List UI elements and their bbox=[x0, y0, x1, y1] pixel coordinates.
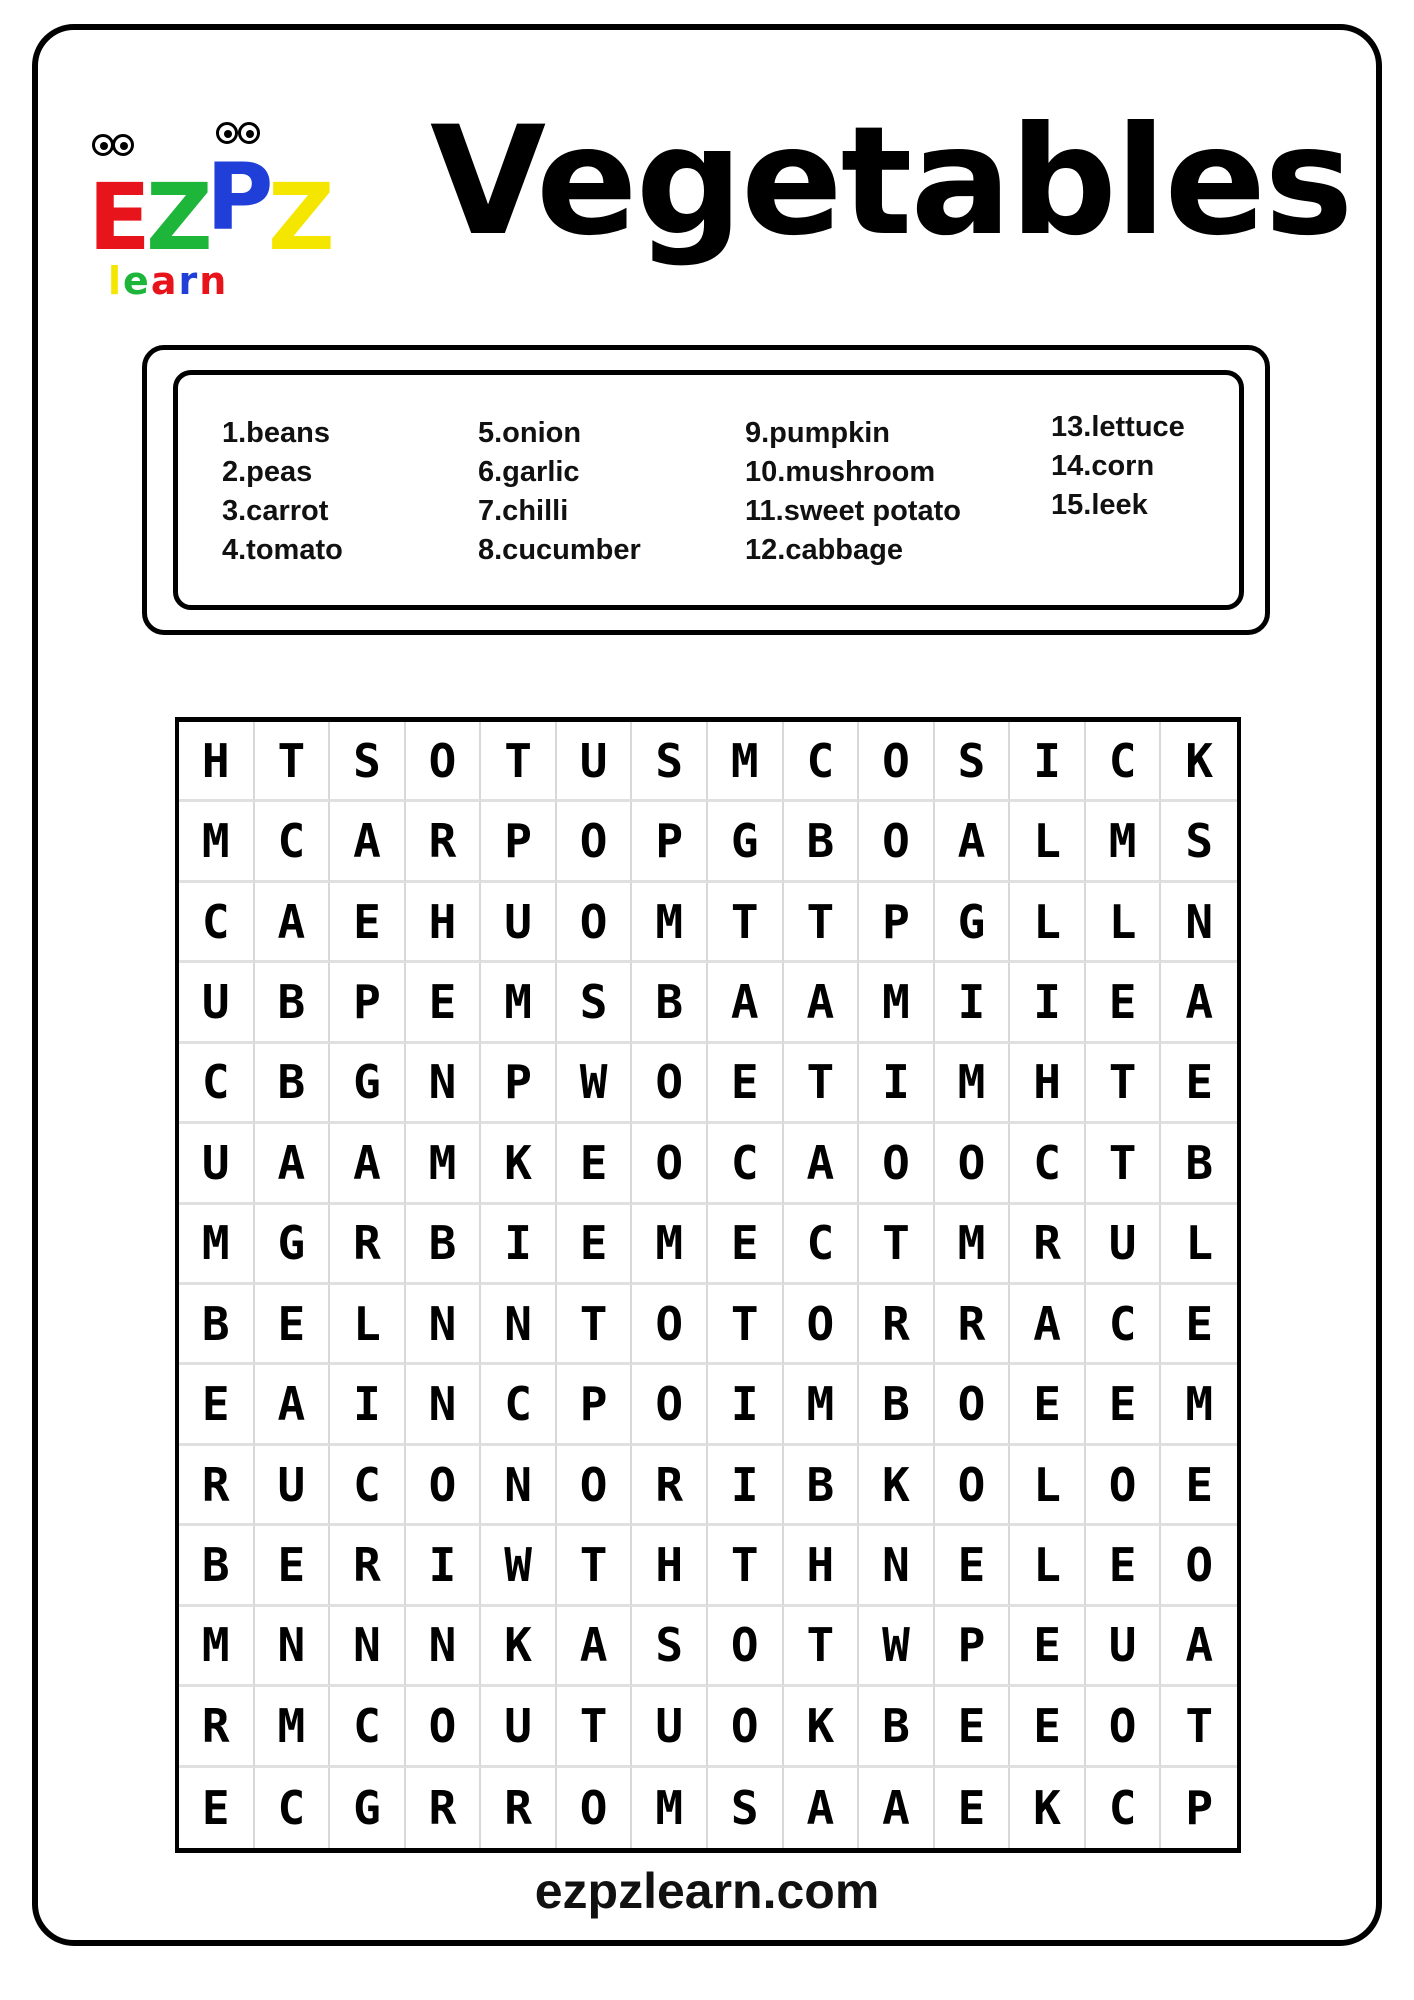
grid-letter[interactable]: R bbox=[1010, 1205, 1086, 1285]
grid-letter[interactable]: G bbox=[708, 802, 784, 882]
grid-letter[interactable]: A bbox=[1161, 963, 1237, 1043]
grid-letter[interactable]: I bbox=[935, 963, 1011, 1043]
grid-letter[interactable]: E bbox=[708, 1044, 784, 1124]
grid-letter[interactable]: C bbox=[255, 802, 331, 882]
grid-letter[interactable]: B bbox=[784, 802, 860, 882]
grid-letter[interactable]: N bbox=[406, 1044, 482, 1124]
grid-letter[interactable]: N bbox=[481, 1285, 557, 1365]
word-item: 11.sweet potato bbox=[745, 495, 961, 527]
grid-letter[interactable]: S bbox=[557, 963, 633, 1043]
grid-letter[interactable]: I bbox=[406, 1526, 482, 1606]
grid-letter[interactable]: U bbox=[632, 1687, 708, 1767]
grid-letter[interactable]: T bbox=[1086, 1124, 1162, 1204]
grid-letter[interactable]: E bbox=[1161, 1044, 1237, 1124]
logo-letter-p: P bbox=[206, 144, 270, 251]
grid-letter[interactable]: C bbox=[1010, 1124, 1086, 1204]
grid-letter[interactable]: A bbox=[330, 802, 406, 882]
grid-letter[interactable]: R bbox=[330, 1526, 406, 1606]
grid-letter[interactable]: C bbox=[255, 1768, 331, 1848]
grid-letter[interactable]: O bbox=[859, 722, 935, 802]
grid-letter[interactable]: W bbox=[859, 1607, 935, 1687]
grid-letter[interactable]: T bbox=[784, 1607, 860, 1687]
grid-letter[interactable]: A bbox=[784, 1124, 860, 1204]
grid-letter[interactable]: A bbox=[784, 963, 860, 1043]
grid-letter[interactable]: E bbox=[1010, 1687, 1086, 1767]
grid-letter[interactable]: M bbox=[784, 1365, 860, 1445]
grid-letter[interactable]: I bbox=[708, 1365, 784, 1445]
logo-letter-z2: Z bbox=[268, 164, 331, 271]
grid-letter[interactable]: I bbox=[481, 1205, 557, 1285]
grid-letter[interactable]: O bbox=[708, 1607, 784, 1687]
grid-letter[interactable]: R bbox=[406, 1768, 482, 1848]
grid-letter[interactable]: M bbox=[255, 1687, 331, 1767]
grid-letter[interactable]: E bbox=[1161, 1446, 1237, 1526]
grid-letter[interactable]: T bbox=[255, 722, 331, 802]
grid-letter[interactable]: N bbox=[330, 1607, 406, 1687]
grid-letter[interactable]: O bbox=[406, 722, 482, 802]
grid-letter[interactable]: H bbox=[1010, 1044, 1086, 1124]
grid-letter[interactable]: A bbox=[255, 1365, 331, 1445]
grid-letter[interactable]: N bbox=[859, 1526, 935, 1606]
grid-letter[interactable]: K bbox=[481, 1607, 557, 1687]
grid-letter[interactable]: R bbox=[632, 1446, 708, 1526]
grid-letter[interactable]: M bbox=[859, 963, 935, 1043]
grid-letter[interactable]: M bbox=[481, 963, 557, 1043]
logo-learn-text: learn bbox=[108, 259, 229, 303]
grid-letter[interactable]: B bbox=[1161, 1124, 1237, 1204]
word-item: 14.corn bbox=[1051, 450, 1155, 482]
grid-letter[interactable]: C bbox=[1086, 1285, 1162, 1365]
grid-letter[interactable]: I bbox=[859, 1044, 935, 1124]
grid-letter[interactable]: O bbox=[859, 802, 935, 882]
grid-letter[interactable]: O bbox=[632, 1365, 708, 1445]
grid-letter[interactable]: I bbox=[1010, 963, 1086, 1043]
grid-letter[interactable]: P bbox=[1185, 1780, 1214, 1835]
grid-letter[interactable]: T bbox=[557, 1285, 633, 1365]
grid-letter[interactable]: G bbox=[330, 1768, 406, 1848]
grid-letter[interactable]: N bbox=[406, 1607, 482, 1687]
word-item: 4.tomato bbox=[222, 534, 343, 566]
grid-letter[interactable]: M bbox=[406, 1124, 482, 1204]
grid-letter[interactable]: E bbox=[557, 1205, 633, 1285]
grid-letter[interactable]: A bbox=[330, 1124, 406, 1204]
grid-letter[interactable]: W bbox=[557, 1044, 633, 1124]
grid-letter[interactable]: R bbox=[330, 1205, 406, 1285]
grid-letter[interactable]: P bbox=[632, 802, 708, 882]
grid-letter[interactable]: L bbox=[1010, 1526, 1086, 1606]
grid-letter[interactable]: T bbox=[708, 883, 784, 963]
grid-letter[interactable]: O bbox=[1086, 1687, 1162, 1767]
grid-letter[interactable]: B bbox=[406, 1205, 482, 1285]
grid-letter[interactable]: U bbox=[255, 1446, 331, 1526]
grid-letter[interactable]: B bbox=[784, 1446, 860, 1526]
page-title: Vegetables bbox=[430, 95, 1352, 269]
grid-letter[interactable]: L bbox=[1161, 1205, 1237, 1285]
grid-letter[interactable]: A bbox=[784, 1768, 860, 1848]
grid-letter[interactable]: N bbox=[406, 1285, 482, 1365]
grid-letter[interactable]: P bbox=[481, 802, 557, 882]
grid-letter[interactable]: S bbox=[330, 722, 406, 802]
grid-letter[interactable]: M bbox=[1086, 802, 1162, 882]
grid-letter[interactable]: E bbox=[330, 883, 406, 963]
grid-letter[interactable]: P bbox=[481, 1044, 557, 1124]
grid-letter[interactable]: A bbox=[1010, 1285, 1086, 1365]
grid-letter[interactable]: S bbox=[632, 722, 708, 802]
grid-letter[interactable]: E bbox=[935, 1526, 1011, 1606]
grid-letter[interactable]: U bbox=[1086, 1607, 1162, 1687]
grid-letter[interactable]: I bbox=[330, 1365, 406, 1445]
grid-letter[interactable]: E bbox=[255, 1526, 331, 1606]
grid-letter[interactable]: C bbox=[481, 1365, 557, 1445]
grid-letter[interactable]: T bbox=[708, 1526, 784, 1606]
grid-letter[interactable]: O bbox=[557, 883, 633, 963]
word-column bbox=[1051, 408, 1185, 525]
grid-letter[interactable]: E bbox=[1010, 1607, 1086, 1687]
grid-letter[interactable]: P bbox=[935, 1607, 1011, 1687]
grid-letter[interactable]: P bbox=[557, 1365, 633, 1445]
grid-letter[interactable]: A bbox=[557, 1607, 633, 1687]
grid-letter[interactable]: K bbox=[1010, 1768, 1086, 1848]
grid-letter[interactable]: O bbox=[557, 1446, 633, 1526]
grid-letter[interactable]: A bbox=[255, 1124, 331, 1204]
ezpz-learn-logo bbox=[88, 112, 348, 302]
grid-letter[interactable]: A bbox=[708, 963, 784, 1043]
eye-icon bbox=[216, 122, 238, 144]
grid-letter[interactable]: U bbox=[179, 963, 255, 1043]
grid-letter[interactable]: O bbox=[557, 802, 633, 882]
grid-letter[interactable]: N bbox=[481, 1446, 557, 1526]
grid-letter[interactable]: C bbox=[784, 722, 860, 802]
grid-letter[interactable]: E bbox=[557, 1124, 633, 1204]
grid-letter[interactable]: O bbox=[935, 1446, 1011, 1526]
grid-letter[interactable]: G bbox=[935, 883, 1011, 963]
grid-letter[interactable]: E bbox=[1010, 1365, 1086, 1445]
grid-letter[interactable]: G bbox=[255, 1205, 331, 1285]
grid-letter[interactable]: L bbox=[330, 1285, 406, 1365]
grid-letter[interactable]: O bbox=[406, 1687, 482, 1767]
grid-letter[interactable]: O bbox=[632, 1044, 708, 1124]
grid-letter[interactable]: P bbox=[330, 963, 406, 1043]
grid-letter[interactable]: M bbox=[1161, 1365, 1237, 1445]
grid-letter[interactable]: S bbox=[708, 1768, 784, 1848]
grid-letter[interactable]: M bbox=[179, 1607, 255, 1687]
grid-letter[interactable]: E bbox=[935, 1687, 1011, 1767]
grid-letter[interactable]: A bbox=[935, 802, 1011, 882]
word-column bbox=[478, 414, 641, 570]
grid-letter[interactable]: E bbox=[179, 1768, 255, 1848]
word-item: 12.cabbage bbox=[745, 534, 903, 566]
word-search-grid bbox=[175, 717, 1241, 1853]
grid-letter[interactable]: U bbox=[179, 1124, 255, 1204]
logo-subtitle bbox=[108, 259, 229, 303]
grid-letter[interactable]: R bbox=[406, 802, 482, 882]
word-item: 5.onion bbox=[478, 417, 582, 449]
grid-letter[interactable]: R bbox=[179, 1446, 255, 1526]
grid-letter[interactable]: K bbox=[859, 1446, 935, 1526]
grid-letter[interactable]: B bbox=[859, 1365, 935, 1445]
grid-letter[interactable]: U bbox=[557, 722, 633, 802]
grid-letter[interactable]: O bbox=[935, 1365, 1011, 1445]
grid-letter[interactable]: I bbox=[1010, 722, 1086, 802]
grid-letter[interactable]: E bbox=[935, 1768, 1011, 1848]
word-item: 9.pumpkin bbox=[745, 417, 891, 449]
grid-letter[interactable]: H bbox=[406, 883, 482, 963]
grid-letter[interactable]: B bbox=[179, 1526, 255, 1606]
word-item: 7.chilli bbox=[478, 495, 569, 527]
grid-letter[interactable]: O bbox=[708, 1687, 784, 1767]
grid-letter[interactable]: N bbox=[1161, 883, 1237, 963]
grid-letter[interactable]: T bbox=[859, 1205, 935, 1285]
grid-letter[interactable]: N bbox=[406, 1365, 482, 1445]
eye-icon bbox=[112, 134, 134, 156]
word-column bbox=[745, 414, 961, 570]
grid-letter[interactable]: L bbox=[1010, 802, 1086, 882]
grid-letter[interactable]: E bbox=[1086, 1365, 1162, 1445]
grid-letter[interactable]: T bbox=[481, 722, 557, 802]
grid-letter[interactable]: M bbox=[179, 1205, 255, 1285]
word-item: 8.cucumber bbox=[478, 534, 641, 566]
eye-icon bbox=[238, 122, 260, 144]
grid-letter[interactable]: O bbox=[1161, 1526, 1237, 1606]
grid-letter[interactable]: O bbox=[859, 1124, 935, 1204]
grid-letter[interactable]: T bbox=[1086, 1044, 1162, 1124]
grid-letter[interactable]: M bbox=[935, 1205, 1011, 1285]
grid-letter[interactable]: S bbox=[632, 1607, 708, 1687]
grid-letter[interactable]: H bbox=[784, 1526, 860, 1606]
grid-letter[interactable]: O bbox=[784, 1285, 860, 1365]
grid-letter[interactable]: T bbox=[784, 1044, 860, 1124]
grid-letter[interactable]: E bbox=[255, 1285, 331, 1365]
grid-letter[interactable]: O bbox=[406, 1446, 482, 1526]
grid-letter[interactable]: T bbox=[557, 1687, 633, 1767]
grid-letter[interactable]: T bbox=[784, 883, 860, 963]
grid-letter[interactable]: T bbox=[708, 1285, 784, 1365]
grid-letter[interactable]: R bbox=[859, 1285, 935, 1365]
word-item: 3.carrot bbox=[222, 495, 329, 527]
grid-letter[interactable]: O bbox=[632, 1285, 708, 1365]
grid-letter[interactable]: E bbox=[1161, 1285, 1237, 1365]
word-item: 15.leek bbox=[1051, 489, 1148, 521]
grid-letter[interactable]: L bbox=[1010, 883, 1086, 963]
grid-letter[interactable]: R bbox=[935, 1285, 1011, 1365]
grid-letter[interactable]: C bbox=[784, 1205, 860, 1285]
grid-letter[interactable]: C bbox=[179, 883, 255, 963]
grid-letter[interactable]: H bbox=[632, 1526, 708, 1606]
grid-letter[interactable]: C bbox=[1086, 722, 1162, 802]
grid-letter[interactable]: E bbox=[1086, 1526, 1162, 1606]
grid-letter[interactable]: B bbox=[179, 1285, 255, 1365]
grid-letter[interactable]: I bbox=[708, 1446, 784, 1526]
grid-letter[interactable]: E bbox=[406, 963, 482, 1043]
word-item: 1.beans bbox=[222, 417, 330, 449]
word-item: 2.peas bbox=[222, 456, 313, 488]
eye-icon bbox=[92, 134, 114, 156]
grid-letter[interactable]: S bbox=[935, 722, 1011, 802]
grid-letter[interactable]: N bbox=[255, 1607, 331, 1687]
footer-website: ezpzlearn.com bbox=[534, 1863, 880, 1919]
grid-letter[interactable]: K bbox=[1161, 722, 1237, 802]
grid-letter[interactable]: A bbox=[255, 883, 331, 963]
grid-letter[interactable]: G bbox=[330, 1044, 406, 1124]
grid-letter[interactable]: C bbox=[1086, 1768, 1162, 1848]
grid-letter[interactable]: M bbox=[179, 802, 255, 882]
grid-letter[interactable]: S bbox=[1161, 802, 1237, 882]
grid-letter[interactable]: M bbox=[935, 1044, 1011, 1124]
grid-letter[interactable]: E bbox=[708, 1205, 784, 1285]
grid-letter[interactable]: E bbox=[179, 1365, 255, 1445]
grid-letter[interactable]: P bbox=[859, 883, 935, 963]
grid-letter[interactable]: R bbox=[481, 1768, 557, 1848]
grid-letter[interactable]: K bbox=[481, 1124, 557, 1204]
grid-letter[interactable]: U bbox=[1086, 1205, 1162, 1285]
grid-letter[interactable]: O bbox=[1086, 1446, 1162, 1526]
grid-letter[interactable]: C bbox=[330, 1687, 406, 1767]
grid-letter[interactable]: M bbox=[632, 1768, 708, 1848]
grid-letter[interactable]: M bbox=[708, 722, 784, 802]
word-item: 13.lettuce bbox=[1051, 411, 1185, 443]
grid-letter[interactable]: U bbox=[481, 883, 557, 963]
grid-letter[interactable]: T bbox=[557, 1526, 633, 1606]
grid-letter[interactable]: C bbox=[708, 1124, 784, 1204]
grid-letter[interactable]: A bbox=[1161, 1607, 1237, 1687]
grid-letter[interactable]: M bbox=[632, 883, 708, 963]
grid-letter[interactable]: B bbox=[632, 963, 708, 1043]
grid-letter[interactable]: C bbox=[179, 1044, 255, 1124]
grid-letter[interactable]: B bbox=[255, 1044, 331, 1124]
word-item: 10.mushroom bbox=[745, 456, 936, 488]
grid-letter[interactable]: K bbox=[784, 1687, 860, 1767]
grid-letter[interactable]: O bbox=[935, 1124, 1011, 1204]
grid-letter[interactable]: L bbox=[1010, 1446, 1086, 1526]
grid-letter[interactable]: E bbox=[1086, 963, 1162, 1043]
grid-letter[interactable]: O bbox=[557, 1768, 633, 1848]
grid-letter[interactable]: L bbox=[1086, 883, 1162, 963]
word-item: 6.garlic bbox=[478, 456, 580, 488]
grid-letter[interactable]: U bbox=[481, 1687, 557, 1767]
grid-letter[interactable]: C bbox=[330, 1446, 406, 1526]
grid-letter[interactable]: B bbox=[859, 1687, 935, 1767]
grid-letter[interactable]: W bbox=[481, 1526, 557, 1606]
logo-letter-z: Z bbox=[146, 164, 209, 271]
grid-letter[interactable]: R bbox=[179, 1687, 255, 1767]
grid-letter[interactable]: O bbox=[632, 1124, 708, 1204]
grid-letter[interactable]: B bbox=[255, 963, 331, 1043]
logo-letter-e: E bbox=[88, 164, 147, 271]
word-column bbox=[222, 414, 343, 570]
grid-letter[interactable]: H bbox=[179, 722, 255, 802]
grid-letter[interactable]: M bbox=[632, 1205, 708, 1285]
grid-letter[interactable]: A bbox=[859, 1768, 935, 1848]
grid-letter[interactable]: T bbox=[1161, 1687, 1237, 1767]
